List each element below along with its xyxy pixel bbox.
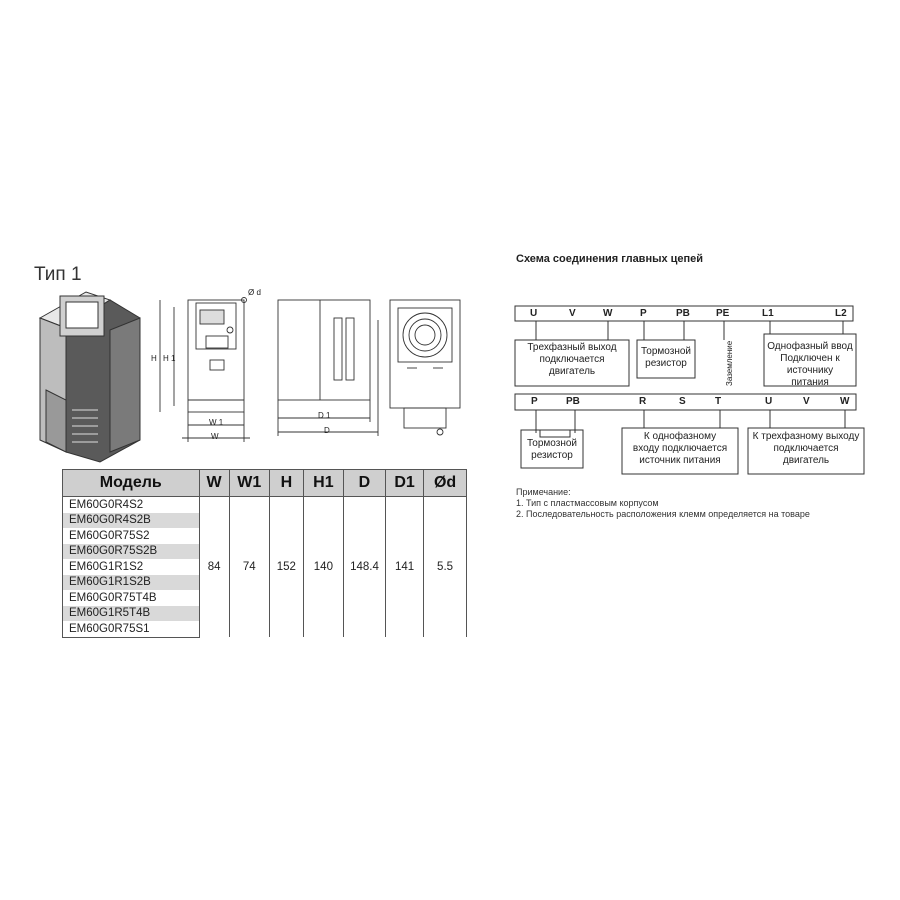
model-cell: EM60G0R4S2B [63, 513, 200, 529]
single-phase-in-line: источник питания [639, 455, 721, 466]
terminal-top-w: W [603, 308, 613, 319]
dim-label-w: W [211, 432, 219, 441]
note-item: 2. Последовательность расположения клемм определяется на товаре [516, 509, 810, 519]
terminal-top-p: P [640, 308, 647, 319]
single-in-line: Однофазный ввод [767, 341, 853, 352]
brake-bottom-text [521, 438, 583, 462]
dim-label-h: H [151, 354, 157, 363]
brake-top-text [637, 346, 695, 370]
three-phase-out-line: К трехфазному выходу [752, 431, 860, 442]
terminal-bottom-w: W [840, 396, 850, 407]
single-in-line: питания [791, 377, 829, 388]
back-view [390, 300, 460, 435]
model-cell: EM60G1R1S2 [63, 559, 200, 575]
terminal-bottom-pb: PB [566, 396, 580, 407]
header-d1: D1 [386, 470, 424, 497]
terminal-top-pb: PB [676, 308, 690, 319]
dim-label-w1: W 1 [209, 418, 224, 427]
single-phase-in-text [622, 431, 738, 467]
terminal-bottom-u: U [765, 396, 773, 407]
value-od: 5.5 [424, 497, 467, 638]
model-cell: EM60G0R75S2B [63, 544, 200, 560]
terminal-bottom-p: P [531, 396, 538, 407]
terminal-bottom-t: T [715, 396, 722, 407]
front-view [160, 298, 250, 443]
dim-label-h1: H 1 [163, 354, 176, 363]
ground-label: Заземление [725, 340, 734, 386]
motor-out-line: подключается [539, 354, 605, 365]
dim-label-od: Ø d [248, 288, 261, 297]
header-h1: H1 [303, 470, 343, 497]
value-h: 152 [269, 497, 303, 638]
table-header-row [63, 470, 467, 497]
single-in-line: Подключен к источнику [780, 353, 840, 376]
brake-bottom-line: Тормозной [526, 438, 578, 449]
brake-top-line: резистор [645, 358, 687, 369]
header-model: Модель [63, 470, 200, 497]
single-phase-in-line: входу подключается [632, 443, 728, 454]
single-phase-in-line: К однофазному [643, 431, 717, 442]
schema-title: Схема соединения главных цепей [516, 253, 704, 265]
model-cell: EM60G0R4S2 [63, 497, 200, 513]
brake-top-line: Тормозной [640, 346, 692, 357]
motor-out-line: двигатель [548, 366, 596, 377]
type-title: Тип 1 [34, 264, 82, 285]
model-cell: EM60G1R5T4B [63, 606, 200, 622]
model-cell: EM60G0R75S2 [63, 528, 200, 544]
motor-out-text [515, 342, 629, 378]
three-phase-out-line: подключается [773, 443, 839, 454]
terminal-top-l1: L1 [762, 308, 774, 319]
three-phase-out-line: двигатель [782, 455, 830, 466]
isometric-view [40, 292, 140, 462]
terminal-bottom-r: R [639, 396, 647, 407]
three-phase-out-text [748, 431, 864, 467]
terminal-top-pe: PE [716, 308, 730, 319]
header-od: Ød [424, 470, 467, 497]
notes [516, 487, 810, 520]
header-w: W [199, 470, 229, 497]
brake-bottom-line: резистор [531, 450, 573, 461]
terminal-top-u: U [530, 308, 538, 319]
value-d: 148.4 [343, 497, 385, 638]
single-in-text [764, 341, 856, 389]
table-row [63, 497, 467, 513]
model-cell: EM60G0R75S1 [63, 621, 200, 637]
model-cell: EM60G1R1S2B [63, 575, 200, 591]
header-w1: W1 [229, 470, 269, 497]
spec-table [62, 469, 467, 638]
terminal-top-v: V [569, 308, 576, 319]
header-d: D [343, 470, 385, 497]
notes-heading: Примечание: [516, 487, 571, 497]
value-h1: 140 [303, 497, 343, 638]
value-w1: 74 [229, 497, 269, 638]
note-item: 1. Тип с пластмассовым корпусом [516, 498, 659, 508]
value-w: 84 [199, 497, 229, 638]
dim-label-d1: D 1 [318, 411, 331, 420]
terminal-bottom-v: V [803, 396, 810, 407]
header-h: H [269, 470, 303, 497]
dim-label-d: D [324, 426, 330, 435]
terminal-top-l2: L2 [835, 308, 847, 319]
motor-out-line: Трехфазный выход [527, 342, 617, 353]
terminal-bottom-s: S [679, 396, 686, 407]
model-cell: EM60G0R75T4B [63, 590, 200, 606]
value-d1: 141 [386, 497, 424, 638]
